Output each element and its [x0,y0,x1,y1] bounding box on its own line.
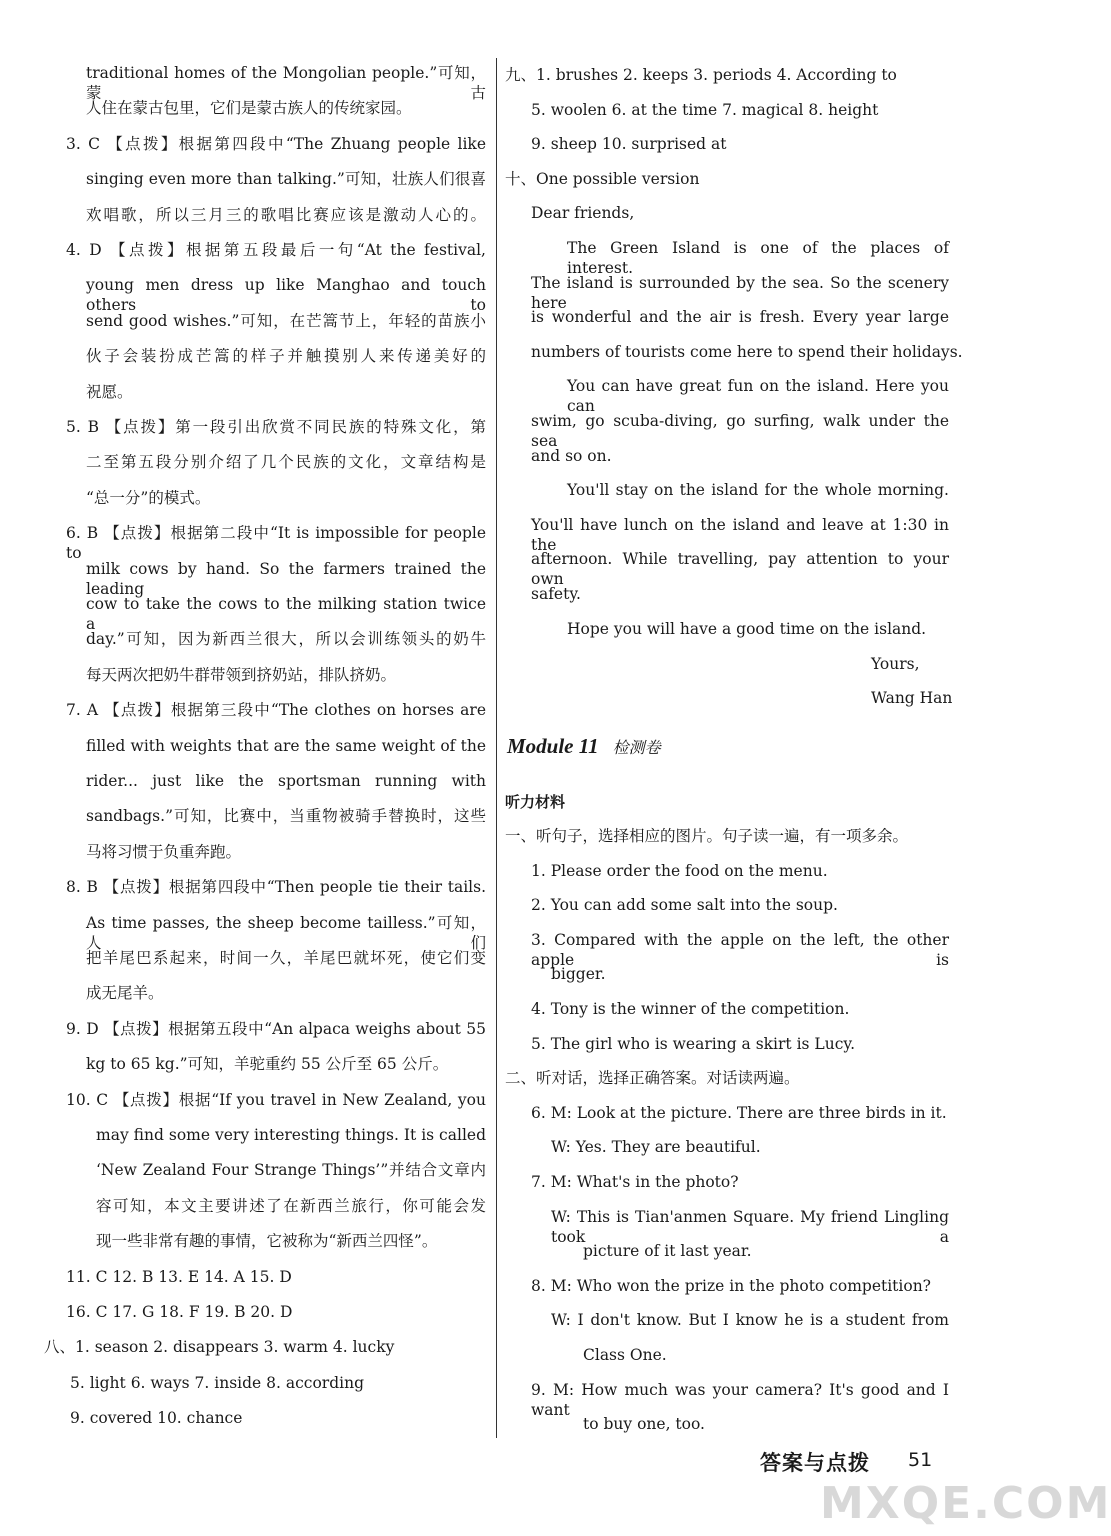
right-column-top-line: You can have great fun on the island. Here you can [567,377,949,416]
left-column-line: 4. D 【点拨】根据第五段最后一句“At the festival, [66,241,486,259]
right-column-top-line: 九、1. brushes 2. keeps 3. periods 4. According to [505,66,897,84]
left-column-line: 10. C 【点拨】根据“If you travel in New Zealand, you [66,1090,486,1109]
left-column-line: 8. B 【点拨】根据第四段中“Then people tie their tails. [66,878,486,897]
right-column-top-line: afternoon. While travelling, pay attention to your own [531,550,949,589]
right-column-top-line: Hope you will have a good time on the island. [567,619,927,638]
right-column-bottom-line: 6. M: Look at the picture. There are three birds in it. [531,1103,947,1122]
right-column-top-line: numbers of tourists come here to spend their holidays. [531,342,963,361]
left-column-line: ‘New Zealand Four Strange Things’”并结合文章内 [96,1161,486,1180]
left-column-line: 八、1. season 2. disappears 3. warm 4. lucky [44,1338,395,1357]
left-column-line: singing even more than talking.”可知，壮族人们很喜 [86,170,486,189]
right-column-top-line: The island is surrounded by the sea. So the scenery here [531,273,949,312]
right-column-bottom-line: 4. Tony is the winner of the competition. [531,1000,850,1018]
right-column-bottom-line: 5. The girl who is wearing a skirt is Lucy. [531,1034,855,1053]
right-column-bottom-line: 9. M: How much was your camera? It's good and I want [531,1380,949,1419]
left-column-line: sandbags.”可知，比赛中，当重物被骑手替换时，这些 [86,807,486,826]
right-column-bottom-line: W: I don't know. But I know he is a student from [551,1311,949,1330]
right-column-top-line: 5. woolen 6. at the time 7. magical 8. height [531,100,879,119]
letter-signature: Wang Han [871,689,953,707]
right-column-bottom-line: 2. You can add some salt into the soup. [531,896,838,915]
left-column-line: 6. B 【点拨】根据第二段中“It is impossible for people to [66,524,486,563]
right-column-top-line: You'll stay on the island for the whole morning. [567,481,949,500]
left-column-line: 每天两次把奶牛群带领到挤奶站，排队挤奶。 [86,665,397,684]
left-column-line: As time passes, the sheep become tailless.”可知，人们 [86,913,486,952]
left-column-line: 把羊尾巴系起来，时间一久，羊尾巴就坏死，使它们变 [86,949,486,967]
module-heading [507,736,661,758]
right-column-top-line: safety. [531,585,581,603]
section-label: 听力材料 [505,793,566,811]
left-column-line: 容可知，本文主要讲述了在新西兰旅行，你可能会发 [96,1196,486,1215]
left-column-line: send good wishes.”可知，在芒篙节上，年轻的苗族小 [86,311,486,330]
module-title: Module 11 [507,734,599,758]
left-column-line: 伙子会装扮成芒篙的样子并触摸别人来传递美好的 [86,347,486,366]
footer-label: 答案与点拨 [760,1451,870,1475]
left-column-line: 3. C 【点拨】根据第四段中“The Zhuang people like [66,134,486,153]
left-column-line: may find some very interesting things. It is called [96,1126,486,1144]
left-column-line: 9. covered 10. chance [70,1409,243,1428]
right-column-top-line: Dear friends, [531,204,635,223]
left-column-line: 现一些非常有趣的事情，它被称为“新西兰四怪”。 [96,1232,438,1251]
left-column-line: 马将习惯于负重奔跑。 [86,842,242,861]
module-subtitle: 检测卷 [612,738,661,757]
right-column-top-line: The Green Island is one of the places of interest. [567,239,949,277]
left-column-line: 5. B 【点拨】第一段引出欣赏不同民族的特殊文化，第 [66,418,486,436]
left-column-line: 二至第五段分别介绍了几个民族的文化，文章结构是 [86,453,486,472]
right-column-bottom-line: Class One. [583,1346,667,1364]
right-column-bottom-line: 3. Compared with the apple on the left, the other apple is [531,930,949,969]
right-column-bottom-line: 8. M: Who won the prize in the photo competition? [531,1276,931,1295]
right-column-top-line: swim, go scuba-diving, go surfing, walk under the sea [531,412,949,450]
right-column-bottom-line: to buy one, too. [583,1415,705,1434]
left-column-line: 成无尾羊。 [86,984,164,1003]
watermark: MXQE.COM [820,1478,1111,1529]
right-column-bottom-line: 7. M: What's in the photo? [531,1173,739,1191]
right-column-bottom-line: picture of it last year. [583,1242,752,1261]
right-column-top-line: 十、One possible version [505,169,700,188]
left-column-line: young men dress up like Manghao and touch others to [86,276,486,315]
left-column-line: rider... just like the sportsman running with [86,772,486,790]
left-column-line: 9. D 【点拨】根据第五段中“An alpaca weighs about 55 [66,1019,486,1038]
right-column-top-line: 9. sheep 10. surprised at [531,135,727,154]
left-column-line: “总一分”的模式。 [86,488,211,507]
right-column-bottom-line: 1. Please order the food on the menu. [531,861,828,880]
left-column-line: 7. A 【点拨】根据第三段中“The clothes on horses are [66,701,486,720]
right-column-top-line: is wonderful and the air is fresh. Every year large [531,308,949,327]
left-column-line: 祝愿。 [86,382,133,401]
left-column-line: 16. C 17. G 18. F 19. B 20. D [66,1303,293,1321]
page-number: 51 [908,1449,933,1471]
letter-closing: Yours, [871,655,920,673]
left-column-line: kg to 65 kg.”可知，羊驼重约 55 公斤至 65 公斤。 [86,1055,449,1074]
column-divider [496,58,497,1438]
right-column-bottom-line: W: Yes. They are beautiful. [551,1138,761,1157]
right-column-bottom-line: 一、听句子，选择相应的图片。句子读一遍，有一项多余。 [505,827,909,845]
left-column-line: traditional homes of the Mongolian people.”可知，蒙古 [86,64,486,102]
left-column-line: 欢唱歌，所以三月三的歌唱比赛应该是激动人心的。 [86,205,486,224]
right-column-bottom-line: 二、听对话，选择正确答案。对话读两遍。 [505,1069,800,1088]
right-column-top-line: and so on. [531,446,612,465]
left-column-line: milk cows by hand. So the farmers trained the leading [86,559,486,598]
left-column-line: 人住在蒙古包里，它们是蒙古族人的传统家园。 [86,99,412,118]
left-column-line: filled with weights that are the same weight of the [86,736,486,755]
left-column-line: day.”可知，因为新西兰很大，所以会训练领头的奶牛 [86,630,486,649]
left-column-line: 5. light 6. ways 7. inside 8. according [70,1373,364,1392]
left-column-line: cow to take the cows to the milking station twice a [86,595,486,633]
left-column-line: 11. C 12. B 13. E 14. A 15. D [66,1267,292,1286]
right-column-bottom-line: W: This is Tian'anmen Square. My friend Lingling took a [551,1207,949,1246]
right-column-top-line: You'll have lunch on the island and leave at 1:30 in the [531,515,949,554]
right-column-bottom-line: bigger. [551,965,606,984]
